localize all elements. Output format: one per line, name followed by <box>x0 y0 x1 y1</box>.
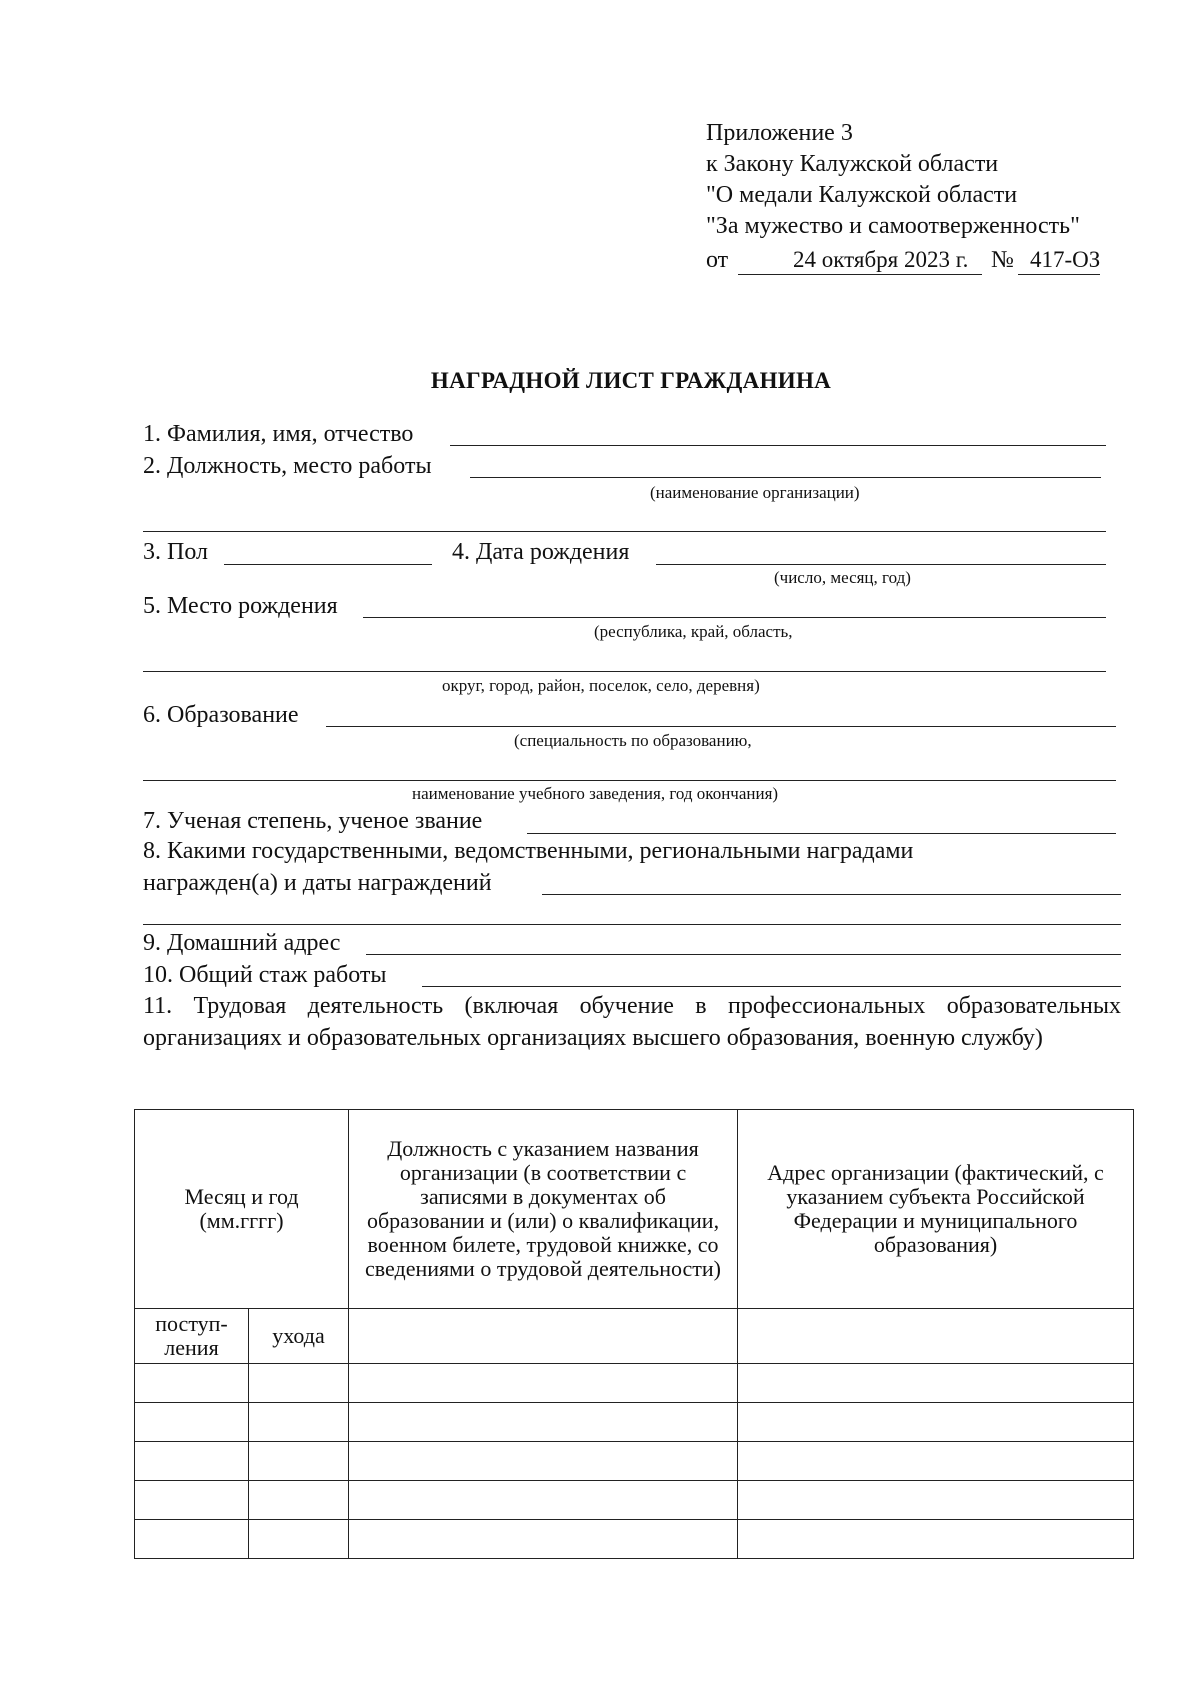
cell-position[interactable] <box>349 1403 738 1442</box>
subheader-address-empty <box>738 1309 1134 1364</box>
appendix-block <box>706 118 1080 242</box>
field-awards-label-2: награжден(а) и даты награждений <box>143 870 492 896</box>
subheader-entry <box>135 1309 249 1364</box>
cell-entry[interactable] <box>135 1442 249 1481</box>
field-education-hint-1: (специальность по образованию, <box>514 731 752 750</box>
field-education-label: 6. Образование <box>143 702 299 728</box>
header-month-year-text: Месяц и год (мм.гггг) <box>184 1184 299 1233</box>
cell-entry[interactable] <box>135 1520 249 1559</box>
cell-entry[interactable] <box>135 1481 249 1520</box>
field-home-address-line[interactable] <box>366 954 1121 955</box>
table-row <box>135 1364 1134 1403</box>
field-birth-place-hint-2: округ, город, район, поселок, село, деревня) <box>442 676 760 695</box>
cell-position[interactable] <box>349 1364 738 1403</box>
table-row <box>135 1481 1134 1520</box>
cell-address[interactable] <box>738 1442 1134 1481</box>
appendix-from-label: от <box>706 247 729 273</box>
field-birth-place-hint-1: (республика, край, область, <box>594 622 793 641</box>
field-sex-line[interactable] <box>224 564 432 565</box>
field-full-name-line[interactable] <box>450 445 1106 446</box>
header-address <box>738 1110 1134 1309</box>
cell-exit[interactable] <box>249 1481 349 1520</box>
appendix-line-3: "О медали Калужской области <box>706 182 1018 208</box>
header-address-text: Адрес организации (фактический, с указанием субъекта Российской Федерации и муниципального образования) <box>767 1160 1104 1257</box>
subheader-exit <box>249 1309 349 1364</box>
cell-exit[interactable] <box>249 1442 349 1481</box>
field-position-line-2[interactable] <box>143 531 1106 532</box>
field-education-hint-2: наименование учебного заведения, год окончания) <box>412 784 779 803</box>
subheader-entry-text: поступ-ления <box>155 1311 228 1360</box>
cell-position[interactable] <box>349 1481 738 1520</box>
page-title: НАГРАДНОЙ ЛИСТ ГРАЖДАНИНА <box>430 368 832 393</box>
cell-address[interactable] <box>738 1364 1134 1403</box>
field-position-line[interactable] <box>470 477 1101 478</box>
field-experience-line[interactable] <box>422 986 1121 987</box>
field-home-address-label: 9. Домашний адрес <box>143 930 341 956</box>
appendix-line-2: к Закону Калужской области <box>706 151 999 177</box>
appendix-line-1: Приложение 3 <box>706 120 853 146</box>
field-birth-date-hint: (число, месяц, год) <box>774 568 911 587</box>
header-position-text: Должность с указанием названия организации (в соответствии с записями в документах об образовании и (или) о квалификации, военном билете, трудовой книжке, со сведениями о трудовой деятельности) <box>365 1136 722 1281</box>
field-birth-place-label: 5. Место рождения <box>143 593 338 619</box>
appendix-number: 417-ОЗ <box>1030 247 1101 272</box>
cell-exit[interactable] <box>249 1403 349 1442</box>
field-education-line[interactable] <box>326 726 1116 727</box>
field-awards-label-1: 8. Какими государственными, ведомственными, региональными наградами <box>143 838 914 864</box>
field-sex-label: 3. Пол <box>143 539 208 565</box>
field-education-line-2[interactable] <box>143 780 1116 781</box>
table-row <box>135 1403 1134 1442</box>
header-month-year <box>135 1110 349 1309</box>
appendix-line-4: "За мужество и самоотверженность" <box>706 213 1080 239</box>
field-birth-place-line-2[interactable] <box>143 671 1106 672</box>
table-row <box>135 1442 1134 1481</box>
cell-address[interactable] <box>738 1403 1134 1442</box>
field-awards-line-2[interactable] <box>143 924 1121 925</box>
work-history-table <box>134 1109 1134 1559</box>
cell-address[interactable] <box>738 1481 1134 1520</box>
field-birth-place-line[interactable] <box>363 617 1106 618</box>
cell-entry[interactable] <box>135 1403 249 1442</box>
appendix-number-label: № <box>991 247 1014 273</box>
table-row <box>135 1520 1134 1559</box>
field-birth-date-line[interactable] <box>656 564 1106 565</box>
field-experience-label: 10. Общий стаж работы <box>143 962 387 988</box>
field-birth-date-label: 4. Дата рождения <box>452 539 630 565</box>
field-degree-label: 7. Ученая степень, ученое звание <box>143 808 483 834</box>
field-position-label: 2. Должность, место работы <box>143 453 432 479</box>
field-full-name-label: 1. Фамилия, имя, отчество <box>143 421 414 447</box>
field-awards-line[interactable] <box>542 894 1121 895</box>
field-work-history-label: 11. Трудовая деятельность (включая обучение в профессиональных образовательных организациях и образовательных организациях высшего образования, военную службу) <box>143 993 1121 1051</box>
cell-entry[interactable] <box>135 1364 249 1403</box>
appendix-date: 24 октября 2023 г. <box>793 247 969 272</box>
field-degree-line[interactable] <box>527 833 1116 834</box>
cell-exit[interactable] <box>249 1520 349 1559</box>
header-position <box>349 1110 738 1309</box>
cell-position[interactable] <box>349 1520 738 1559</box>
cell-exit[interactable] <box>249 1364 349 1403</box>
field-position-hint: (наименование организации) <box>650 483 860 502</box>
subheader-position-empty <box>349 1309 738 1364</box>
subheader-exit-text: ухода <box>272 1323 325 1348</box>
cell-position[interactable] <box>349 1442 738 1481</box>
cell-address[interactable] <box>738 1520 1134 1559</box>
